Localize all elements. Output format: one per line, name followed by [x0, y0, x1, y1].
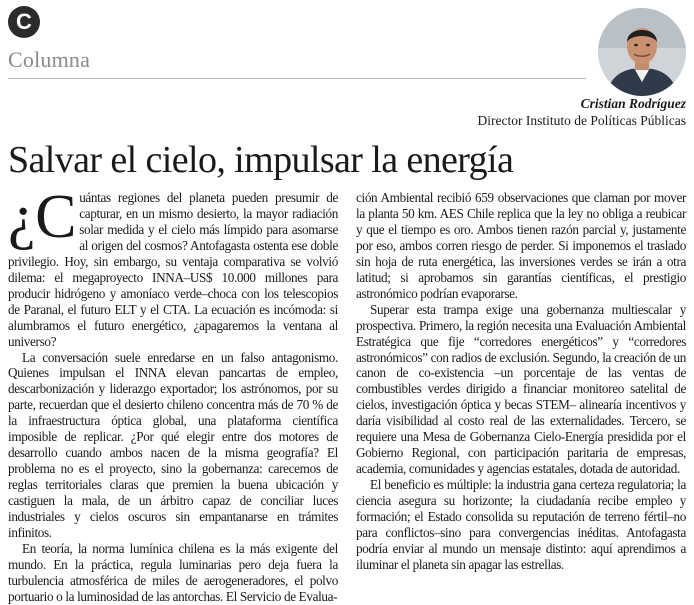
author-role: Director Instituto de Políticas Públicas [477, 113, 686, 128]
author-photo [598, 8, 686, 96]
article-paragraph: En teoría, la norma lumínica chilena es la más exigente del mundo. En la práctica, regula luminarias pero deja fuera la turbulencia atmosférica de miles de aerogeneradores, el polvo portuario o la luminosidad de las antorchas. El Servicio de Evalua- [8, 540, 338, 604]
article-paragraph: La conversación suele enredarse en un falso antagonismo. Quienes impulsan el INNA elevan pancartas de empleo, descarbonización y liderazgo exportador; los astrónomos, por su parte, recuerdan que el desierto chileno concentra más de 70 % de la infraestructura óptica global, una plataforma científica imposible de replicar. ¿Por qué elegir entre dos motores de desarrollo cuando ambos nacen de la misma geografía? El problema no es el proyecto, sino la gobernanza: carecemos de reglas territoriales claras que premien la buena ubicación y castiguen la mala, de un árbitro capaz de conciliar luces industriales y cielos oscuros sin empantanarse en trámites infinitos. [8, 349, 338, 541]
headline: Salvar el cielo, impulsar la energía [8, 139, 514, 181]
section-badge: C [8, 6, 40, 38]
author-name: Cristian Rodríguez [580, 96, 686, 111]
article-paragraph: ción Ambiental recibió 659 observaciones que claman por mover la planta 50 km. AES Chile replica que la ley no obliga a reubicar y que el tiempo es oro. Ambos tienen razón parcial y, justamente por eso, ambos corren riesgo de perder. Si imponemos el traslado sin hoja de ruta energética, las inversiones verdes se irán a otra latitud; si aprobamos sin garantías científicas, el prestigio astronómico podrían evaporarse. [356, 190, 686, 301]
article-paragraph: Superar esta trampa exige una gobernanza multiescalar y prospectiva. Primero, la región necesita una Evaluación Ambiental Estratégica que fije “corredores energéticos” y “corredores astronómicos” con radios de exclusión. Segundo, la creación de un canon de co-existencia –un porcentaje de las ventas de combustibles verdes dirigido a financiar monitoreo satelital de cielos, investigación óptica y becas STEM– alinearía incentivos y daría visibilidad al costo real de las externalidades. Tercero, se requiere una Mesa de Gobernanza Cielo-Energía presidida por el Gobierno Regional, con participación paritaria de empresas, academia, comunidades y agencias estatales, dotada de autoridad. [356, 301, 686, 477]
article-paragraph [8, 183, 338, 350]
dropcap: ¿C [8, 183, 77, 251]
article-paragraph: El beneficio es múltiple: la industria gana certeza regulatoria; la ciencia asegura su horizonte; la ciudadanía recibe empleo y formación; el Estado consolida su reputación de terreno fértil–no para conflictos–sino para convergencias inéditas. Antofagasta podría enviar al mundo un mensaje distinto: aquí aprendimos a iluminar el planeta sin apagar las estrellas. [356, 477, 686, 572]
paragraph-text: uántas regiones del planeta pueden presumir de capturar, en un mismo desierto, la mayor radiación solar medida y el cielo más límpido para asomarse al origen del cosmos? Antofagasta ostenta ese doble privilegio. Hoy, sin embargo, su ventaja comparativa se volvió dilema: el megaproyecto INNA–US$ 10.000 millones para producir hidrógeno y amoníaco verde–choca con los telescopios de Paranal, el futuro ELT y el CTA. La ecuación es incómoda: si alumbramos el futuro energético, ¿apagaremos la ventana al universo? [8, 190, 338, 349]
author-portrait-image [598, 8, 686, 96]
section-divider [8, 78, 586, 79]
article-column-left [8, 183, 338, 605]
article-column-right [356, 190, 686, 573]
section-name: Columna [8, 47, 91, 72]
